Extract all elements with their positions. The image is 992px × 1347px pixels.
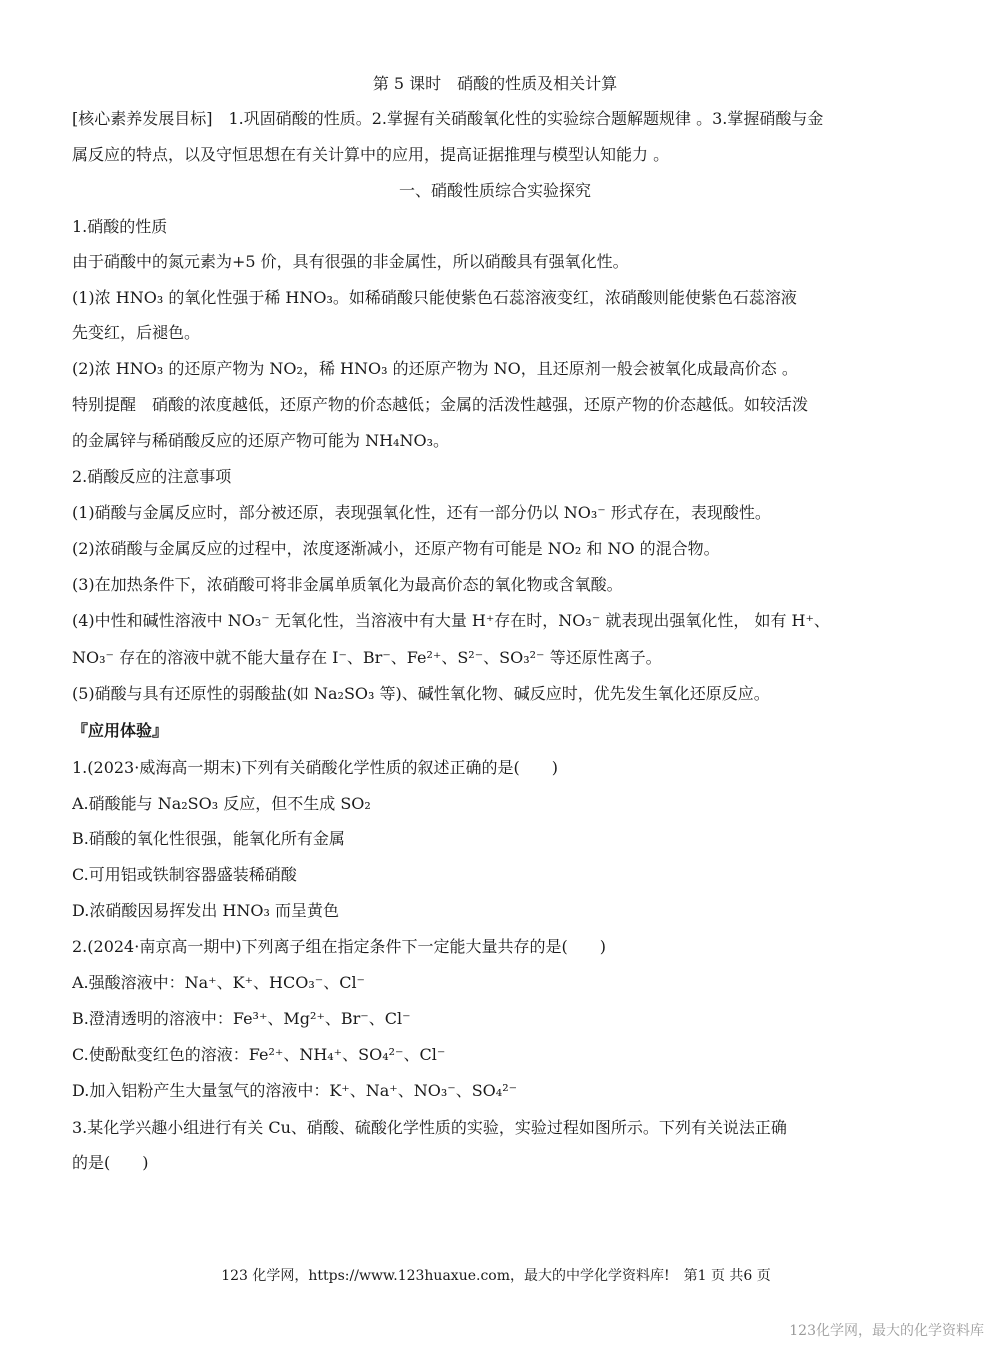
- question-3-stem-line-2: 的是( ): [72, 1153, 149, 1172]
- goals-line-2: 属反应的特点，以及守恒思想在有关计算中的应用，提高证据推理与模型认知能力 。: [72, 145, 670, 164]
- part-2-heading: 2.硝酸反应的注意事项: [72, 467, 232, 486]
- question-2-option-d: D.加入铝粉产生大量氢气的溶液中：K⁺、Na⁺、NO₃⁻、SO₄²⁻: [72, 1081, 518, 1100]
- question-1-option-c: C.可用铝或铁制容器盛装稀硝酸: [72, 865, 297, 884]
- question-2-option-c: C.使酚酞变红色的溶液：Fe²⁺、NH₄⁺、SO₄²⁻、Cl⁻: [72, 1045, 446, 1064]
- question-2-option-a: A.强酸溶液中：Na⁺、K⁺、HCO₃⁻、Cl⁻: [72, 973, 366, 992]
- question-3-stem-line-1: 3.某化学兴趣小组进行有关 Cu、硝酸、硫酸化学性质的实验，实验过程如图所示。下列有关说法正确: [72, 1118, 787, 1137]
- section-1-title: 一、硝酸性质综合实验探究: [398, 181, 591, 200]
- part-2-item-2: (2)浓硝酸与金属反应的过程中，浓度逐渐减小，还原产物有可能是 NO₂ 和 NO 的混合物。: [72, 539, 720, 558]
- part-2-item-4-line-2: NO₃⁻ 存在的溶液中就不能大量存在 I⁻、Br⁻、Fe²⁺、S²⁻、SO₃²⁻ 等还原性离子。: [72, 648, 662, 667]
- lesson-title: 第 5 课时 硝酸的性质及相关计算: [372, 74, 618, 93]
- part-2-item-4-line-1: (4)中性和碱性溶液中 NO₃⁻ 无氧化性，当溶液中有大量 H⁺存在时，NO₃⁻ 就表现出强氧化性， 如有 H⁺、: [72, 611, 830, 630]
- part-2-item-5: (5)硝酸与具有还原性的弱酸盐(如 Na₂SO₃ 等)、碱性氧化物、碱反应时，优先发生氧化还原反应。: [72, 684, 770, 703]
- part-1-item-2: (2)浓 HNO₃ 的还原产物为 NO₂，稀 HNO₃ 的还原产物为 NO，且还原剂一般会被氧化成最高价态 。: [72, 359, 798, 378]
- question-1-option-b: B.硝酸的氧化性很强，能氧化所有金属: [72, 829, 345, 848]
- part-1-item-1-line-1: (1)浓 HNO₃ 的氧化性强于稀 HNO₃。如稀硝酸只能使紫色石蕊溶液变红，浓硝酸则能使紫色石蕊溶液: [72, 288, 797, 307]
- part-2-item-3: (3)在加热条件下，浓硝酸可将非金属单质氧化为最高价态的氧化物或含氧酸。: [72, 575, 623, 594]
- practice-heading: 『应用体验』: [72, 721, 169, 740]
- part-1-heading: 1.硝酸的性质: [72, 217, 168, 236]
- question-1-stem: 1.(2023·威海高一期末)下列有关硝酸化学性质的叙述正确的是( ): [72, 758, 559, 777]
- special-note-line-1: 特别提醒 硝酸的浓度越低，还原产物的价态越低；金属的活泼性越强，还原产物的价态越低。如较活泼: [72, 395, 809, 414]
- question-1-option-a: A.硝酸能与 Na₂SO₃ 反应，但不生成 SO₂: [72, 794, 371, 813]
- goals-line-1: [核心素养发展目标] 1.巩固硝酸的性质。2.掌握有关硝酸氧化性的实验综合题解题规律 。3.掌握硝酸与金: [72, 109, 824, 128]
- question-2-option-b: B.澄清透明的溶液中：Fe³⁺、Mg²⁺、Br⁻、Cl⁻: [72, 1009, 411, 1028]
- part-2-item-1: (1)硝酸与金属反应时，部分被还原，表现强氧化性，还有一部分仍以 NO₃⁻ 形式存在，表现酸性。: [72, 503, 771, 522]
- part-1-item-1-line-2: 先变红，后褪色。: [72, 323, 201, 342]
- special-note-line-2: 的金属锌与稀硝酸反应的还原产物可能为 NH₄NO₃。: [72, 431, 449, 450]
- page-footer: 123 化学网，https://www.123huaxue.com，最大的中学化学资料库! 第1 页 共6 页: [221, 1268, 771, 1284]
- question-1-option-d: D.浓硝酸因易挥发出 HNO₃ 而呈黄色: [72, 901, 340, 920]
- watermark: 123化学网，最大的化学资料库: [789, 1323, 984, 1339]
- part-1-intro: 由于硝酸中的氮元素为+5 价，具有很强的非金属性，所以硝酸具有强氧化性。: [72, 252, 629, 271]
- question-2-stem: 2.(2024·南京高一期中)下列离子组在指定条件下一定能大量共存的是( ): [72, 937, 607, 956]
